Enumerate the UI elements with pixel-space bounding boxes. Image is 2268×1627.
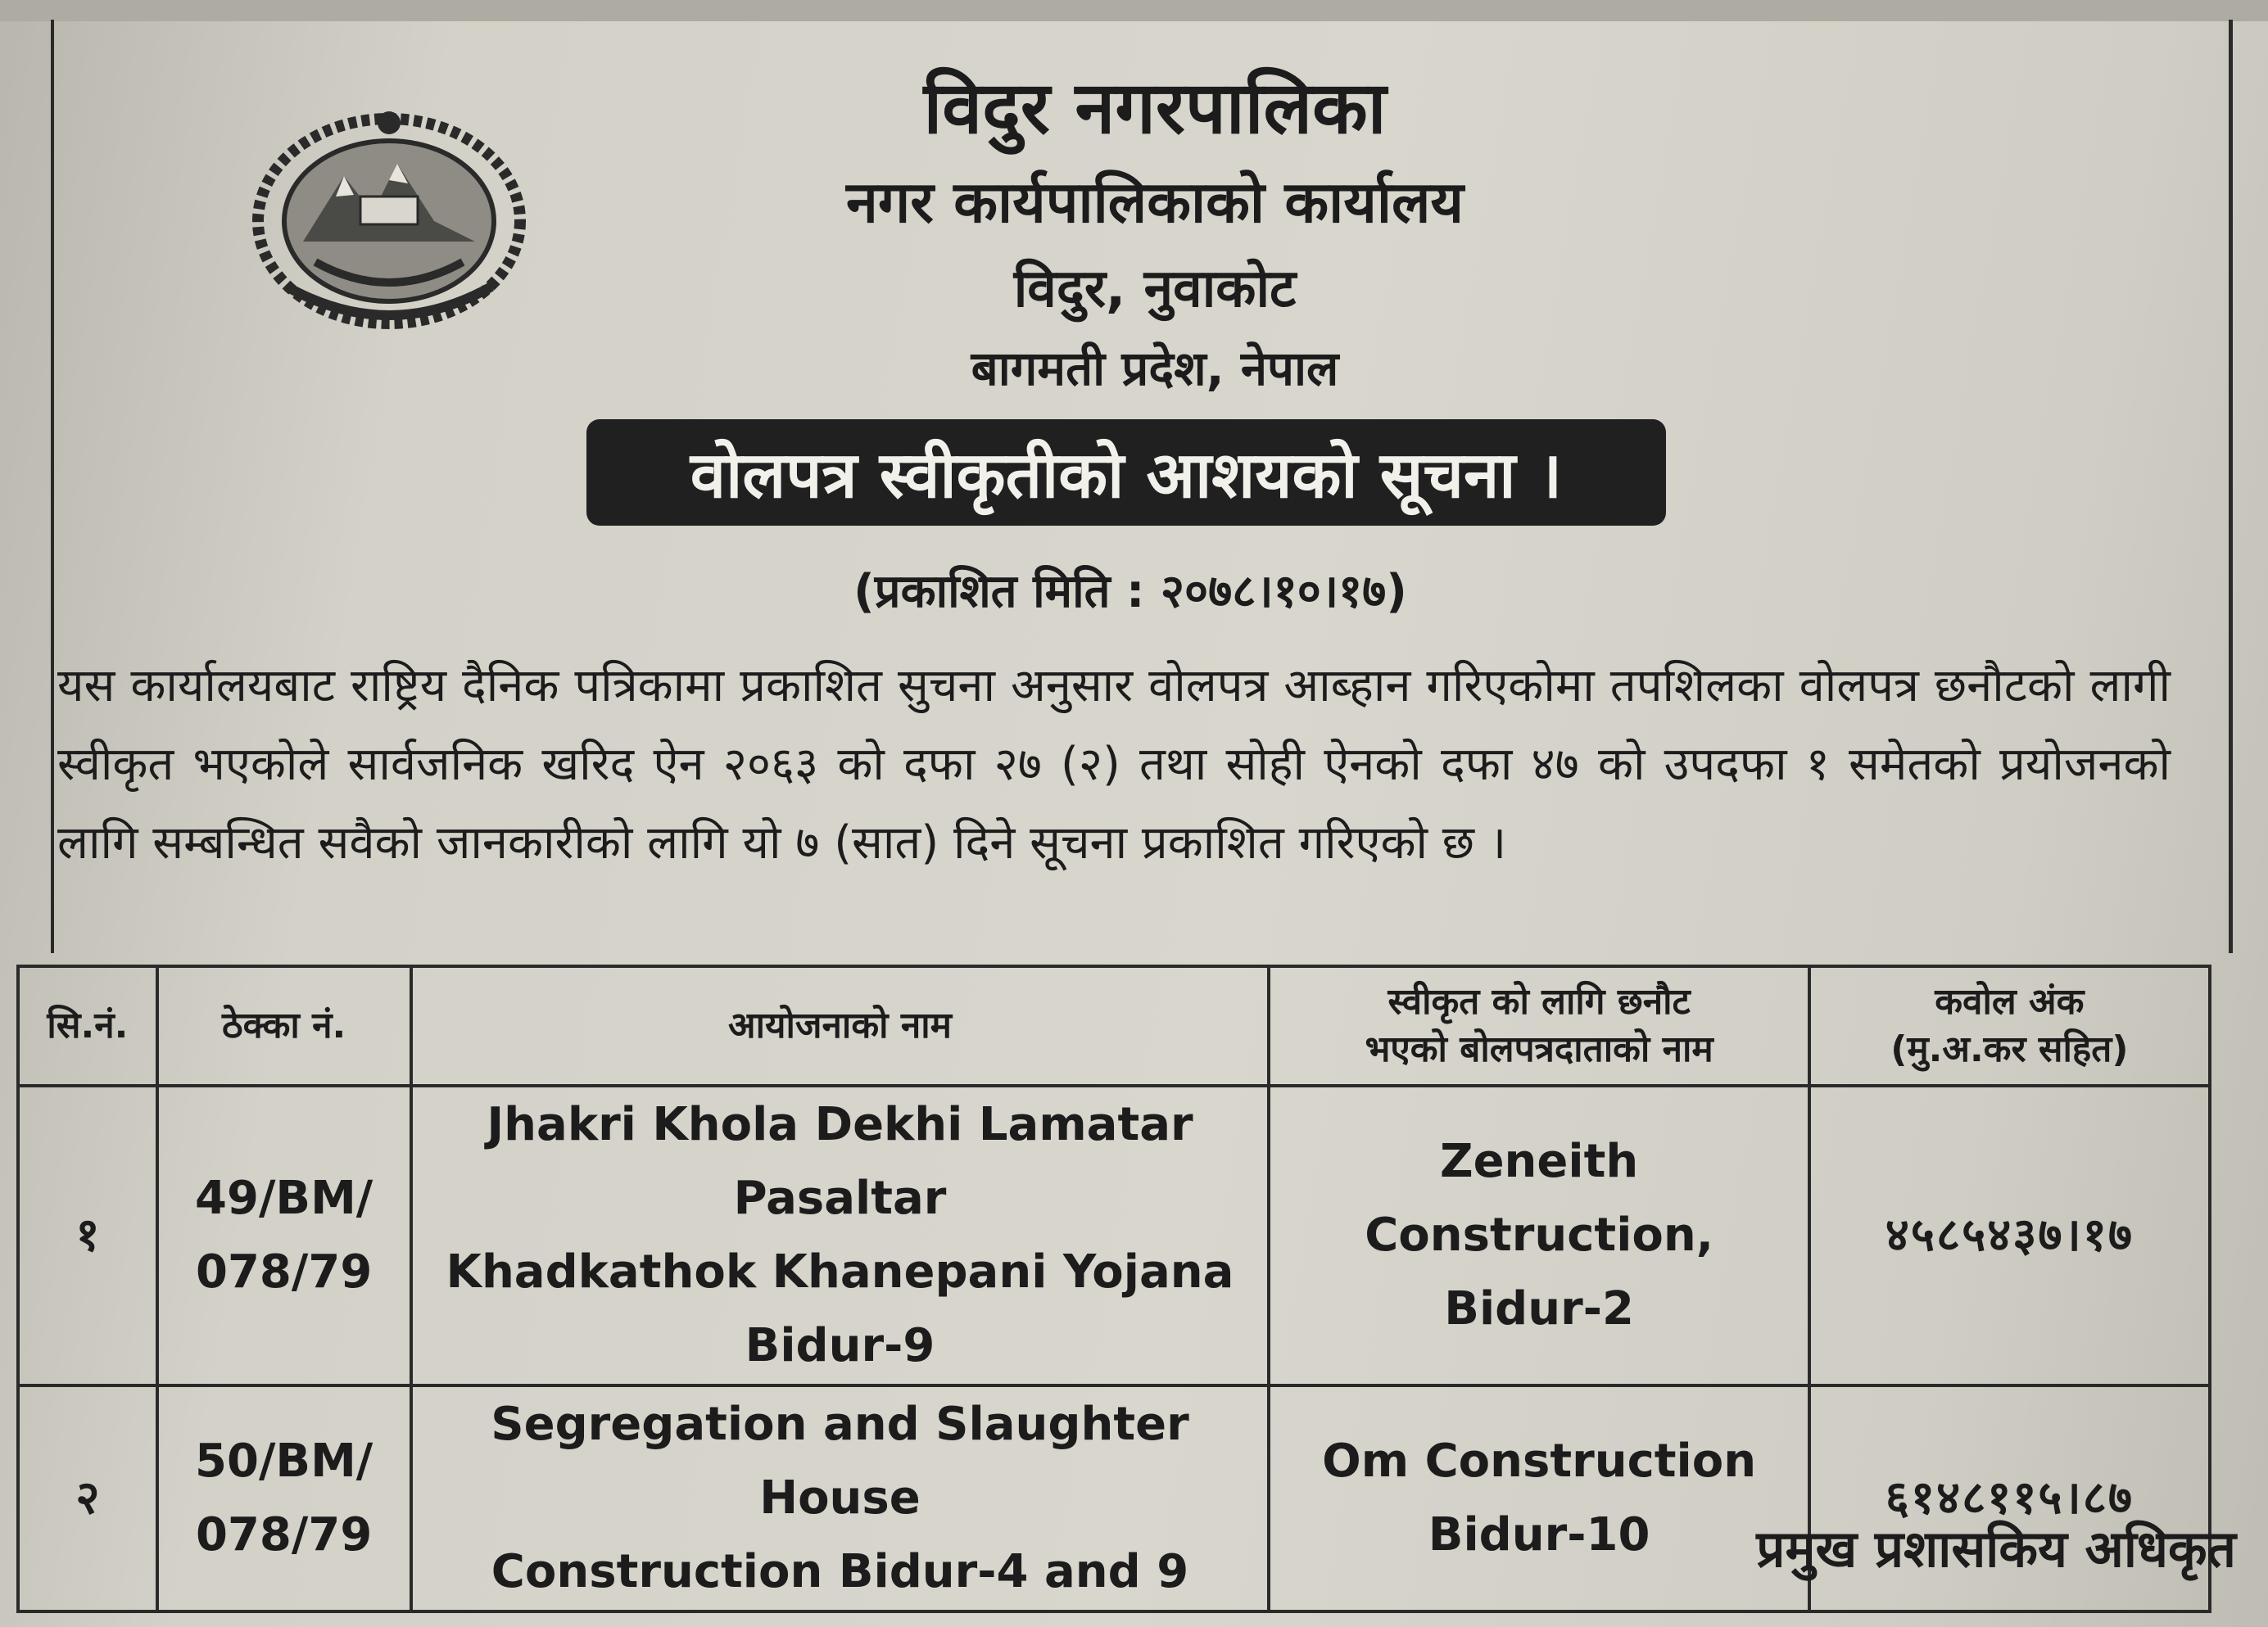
bidder-line1: Om Construction [1322,1435,1757,1488]
office-location: विदुर, नुवाकोट [1013,259,1297,319]
header-project: आयोजनाको नाम [411,966,1270,1086]
bidder-line2: Bidur-10 [1428,1508,1650,1561]
header-bidder [1269,966,1809,1086]
office-name: नगर कार्यपालिकाको कार्यालय [845,169,1464,236]
row-bidder [1269,1086,1809,1385]
row-project [411,1385,1270,1611]
row-contract-no [157,1385,411,1611]
project-line3: Bidur-9 [745,1319,935,1372]
header-bidder-line2: भएको बोलपत्रदाताको नाम [1365,1028,1713,1070]
notice-body: यस कार्यालयबाट राष्ट्रिय दैनिक पत्रिकामा प्रकाशित सुचना अनुसार वोलपत्र आब्हान गरिएकोमा तपशिलका वोलपत्र छनौटको लागी स्वीकृत भएकोले सार्वजनिक खरिद ऐन २०६३ को दफा २७ (२) तथा सोही ऐनको दफा ४७ को उपदफा १ समेतको प्रयोजनको लागि सम्बन्धित सवैको जानकारीको लागि यो ७ (सात) दिने सूचना प्रकाशित गरिएको छ । [57,659,2171,870]
signatory-title: प्रमुख प्रशासकिय अधिकृत [1756,1519,2236,1579]
header-amount [1809,966,2210,1086]
row-sn: २ [18,1385,157,1611]
bidder-line1: Zeneith Construction, [1365,1135,1713,1262]
contract-no-line2: 078/79 [196,1245,373,1299]
row-sn: १ [18,1086,157,1385]
contract-no-line1: 49/BM/ [195,1172,373,1225]
row-amount: ४५८५४३७।१७ [1809,1086,2210,1385]
header-amount-line2: (मु.अ.कर सहित) [1890,1028,2129,1070]
published-date: (प्रकाशित मिति : २०७८।१०।१७) [853,565,1407,618]
previous-article-edge [0,0,2268,21]
table-header-row [18,966,2210,1086]
row-project [411,1086,1270,1385]
header-contract-no: ठेक्का नं. [157,966,411,1086]
table-row [18,1086,2210,1385]
row-contract-no [157,1086,411,1385]
bidder-line2: Bidur-2 [1444,1282,1634,1335]
notice-title [586,419,1666,526]
municipality-name: विदुर नगरपालिका [923,66,1387,150]
project-line1: Jhakri Khola Dekhi Lamatar Pasaltar [487,1098,1193,1225]
header-sn: सि.नं. [18,966,157,1086]
header-amount-line1: कवोल अंक [1935,981,2085,1023]
province-country: बागमती प्रदेश, नेपाल [971,341,1339,396]
row-amount: ६१४८११५।८७ [1809,1385,2210,1611]
header-bidder-line1: स्वीकृत को लागि छनौट [1388,981,1691,1023]
project-line1: Segregation and Slaughter House [491,1398,1189,1525]
project-line2: Construction Bidur-4 and 9 [491,1545,1189,1598]
project-line2: Khadkathok Khanepani Yojana [446,1245,1234,1299]
contract-no-line1: 50/BM/ [195,1435,373,1488]
contract-no-line2: 078/79 [196,1508,373,1561]
notice-title-text: वोलपत्र स्वीकृतीको आशयको सूचना । [690,439,1563,513]
